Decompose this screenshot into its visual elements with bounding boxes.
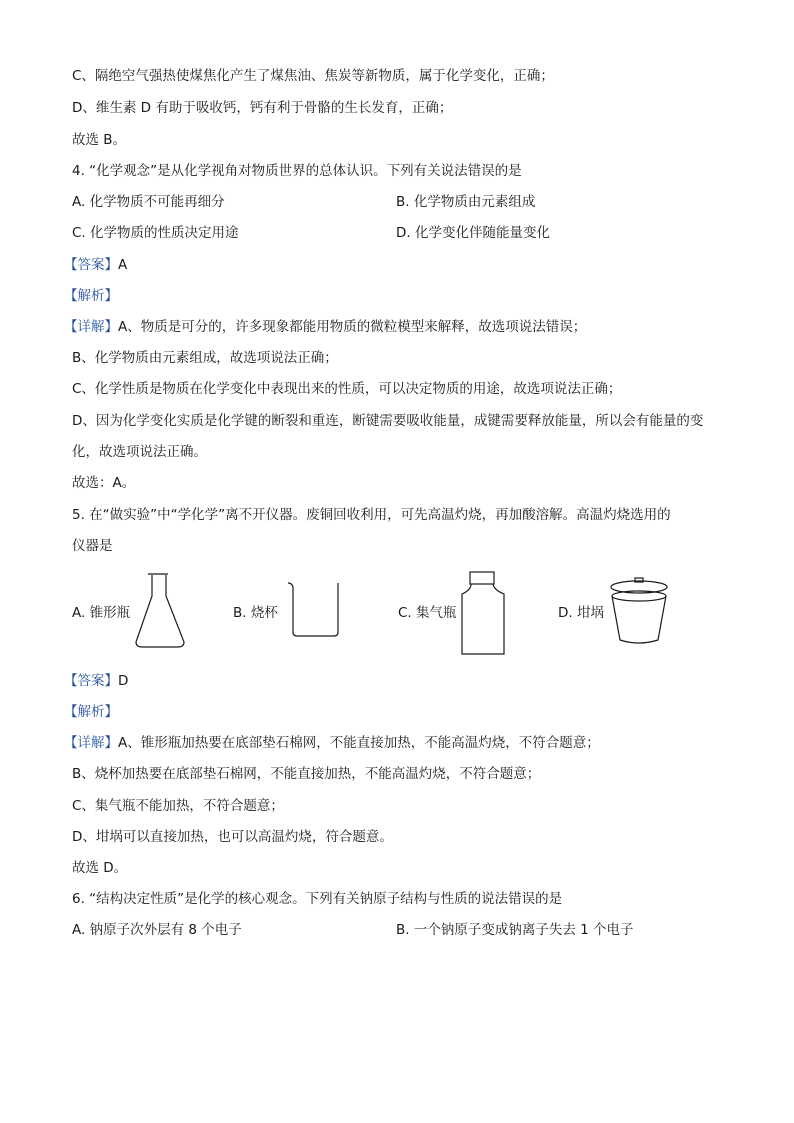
q5-option-d: D. 坩埚 <box>558 605 604 621</box>
explanation-line-d: D、维生素 D 有助于吸收钙，钙有利于骨骼的生长发育，正确； <box>72 100 453 116</box>
q4-detail-3: D、因为化学变化实质是化学键的断裂和重连，断键需要吸收能量，成键需要释放能量，所以会有能量的变 <box>72 413 704 429</box>
explanation-line-c: C、隔绝空气强热使煤焦化产生了煤焦油、焦炭等新物质，属于化学变化，正确； <box>72 68 554 84</box>
question-5-stem-line2: 仪器是 <box>72 538 113 554</box>
q5-answer-value: D <box>118 673 129 689</box>
q4-answer-value: A <box>118 257 128 273</box>
q4-detail-2: C、化学性质是物质在化学变化中表现出来的性质，可以决定物质的用途，故选项说法正确； <box>72 381 622 397</box>
analysis-tag: 【解析】 <box>64 704 118 720</box>
q4-detail-4: 化，故选项说法正确。 <box>72 444 207 460</box>
q5-detail-text-0: A、锥形瓶加热要在底部垫石棉网，不能直接加热，不能高温灼烧，不符合题意； <box>118 735 600 751</box>
q5-detail-2: C、集气瓶不能加热，不符合题意； <box>72 798 284 814</box>
q5-detail-0 <box>64 733 600 753</box>
question-4-stem: 4. “化学观念”是从化学视角对物质世界的总体认识。下列有关说法错误的是 <box>72 163 522 179</box>
q4-conclusion: 故选：A。 <box>72 475 136 491</box>
q4-answer <box>64 255 127 275</box>
q5-option-c: C. 集气瓶 <box>398 605 457 621</box>
analysis-tag: 【解析】 <box>64 288 118 304</box>
answer-tag: 【答案】 <box>64 673 118 689</box>
beaker-icon <box>286 580 342 638</box>
q4-detail-1: B、化学物质由元素组成，故选项说法正确； <box>72 350 338 366</box>
gas-jar-icon <box>458 570 508 656</box>
q5-answer <box>64 671 128 691</box>
q5-analysis-tag <box>64 702 118 722</box>
question-5-stem-line1: 5. 在“做实验”中“学化学”离不开仪器。废铜回收利用，可先高温灼烧，再加酸溶解。高温灼烧选用的 <box>72 507 671 523</box>
q6-option-a: A. 钠原子次外层有 8 个电子 <box>72 922 242 938</box>
q4-option-c: C. 化学物质的性质决定用途 <box>72 225 239 241</box>
detail-tag: 【详解】 <box>64 735 118 751</box>
q4-option-d: D. 化学变化伴随能量变化 <box>396 225 550 241</box>
q5-option-b: B. 烧杯 <box>233 605 278 621</box>
q4-detail-text-0: A、物质是可分的，许多现象都能用物质的微粒模型来解释，故选项说法错误； <box>118 319 587 335</box>
detail-tag: 【详解】 <box>64 319 118 335</box>
q5-conclusion: 故选 D。 <box>72 860 128 876</box>
q4-analysis-tag <box>64 286 118 306</box>
q4-option-a: A. 化学物质不可能再细分 <box>72 194 225 210</box>
question-6-stem: 6. “结构决定性质”是化学的核心观念。下列有关钠原子结构与性质的说法错误的是 <box>72 891 563 907</box>
crucible-icon <box>608 578 670 646</box>
q4-option-b: B. 化学物质由元素组成 <box>396 194 536 210</box>
answer-tag: 【答案】 <box>64 257 118 273</box>
conclusion-line: 故选 B。 <box>72 132 127 148</box>
q5-option-a: A. 锥形瓶 <box>72 605 131 621</box>
q5-detail-1: B、烧杯加热要在底部垫石棉网，不能直接加热，不能高温灼烧，不符合题意； <box>72 766 541 782</box>
q4-detail-0 <box>64 317 586 337</box>
erlenmeyer-flask-icon <box>134 572 186 650</box>
q5-detail-3: D、坩埚可以直接加热，也可以高温灼烧，符合题意。 <box>72 829 393 845</box>
q6-option-b: B. 一个钠原子变成钠离子失去 1 个电子 <box>396 922 634 938</box>
